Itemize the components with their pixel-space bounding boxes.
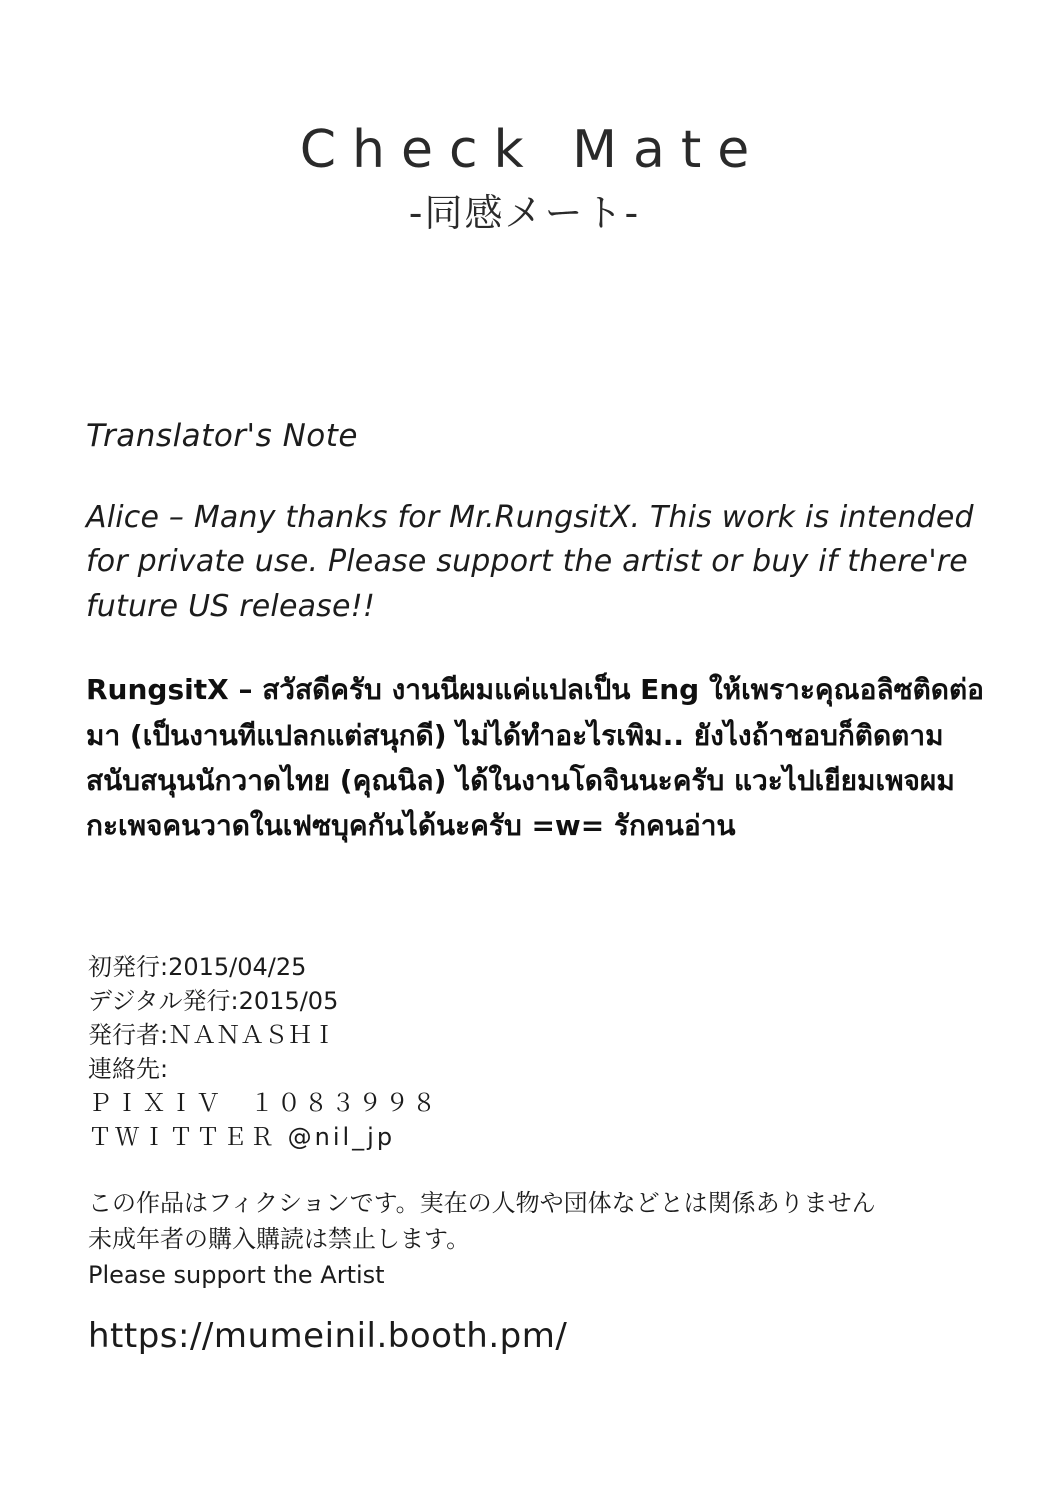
colophon-block <box>88 950 988 1154</box>
title-block <box>0 122 1049 235</box>
colophon-pixiv: ＰＩＸＩＶ １０８３９９８ <box>88 1089 439 1118</box>
translator-note-heading: Translator's Note <box>86 418 358 454</box>
disclaimer-line-3: Please support the Artist <box>88 1261 385 1289</box>
page-title: Check Mate <box>299 120 766 180</box>
colophon-first-release: 初発行:2015/04/25 <box>88 953 307 981</box>
colophon-contact-label: 連絡先: <box>88 1055 169 1084</box>
booth-url-link[interactable]: https://mumeinil.booth.pm/ <box>88 1316 568 1356</box>
translator-note-thai: RungsitX – สวัสดีครับ งานนีผมแค่แปลเป็น Eng ให้เพราะคุณอลิซติดต่อมา (เป็นงานทีแปลกแต่สนุกดี) ไม่ได้ทำอะไรเพิม.. ยังไงถ้าชอบก็ติดตามสนับสนุนนักวาดไทย (คุณนิล) ได้ในงานโดจินนะครับ แวะไปเยียมเพจผมกะเพจคนวาดในเฟซบุคกันได้นะครับ =w= รักคนอ่าน <box>86 673 984 843</box>
page-subtitle: -同感メート- <box>408 191 641 236</box>
colophon-digital-release: デジタル発行:2015/05 <box>88 987 339 1016</box>
disclaimer-line-1: この作品はフィクションです。実在の人物や団体などとは関係ありません <box>88 1189 876 1217</box>
disclaimer-line-2: 未成年者の購入購読は禁止します。 <box>88 1225 471 1253</box>
translator-note-english: Alice – Many thanks for Mr.RungsitX. This work is intended for private use. Please support the artist or buy if there're future US release!! <box>86 500 974 624</box>
colophon-twitter: ＴＷＩＴＴＥＲ @nil_jp <box>88 1123 396 1152</box>
disclaimer-block <box>88 1185 1008 1293</box>
translator-note-section <box>86 418 986 849</box>
colophon-publisher: 発行者:ＮＡＮＡＳＨＩ <box>88 1021 337 1050</box>
